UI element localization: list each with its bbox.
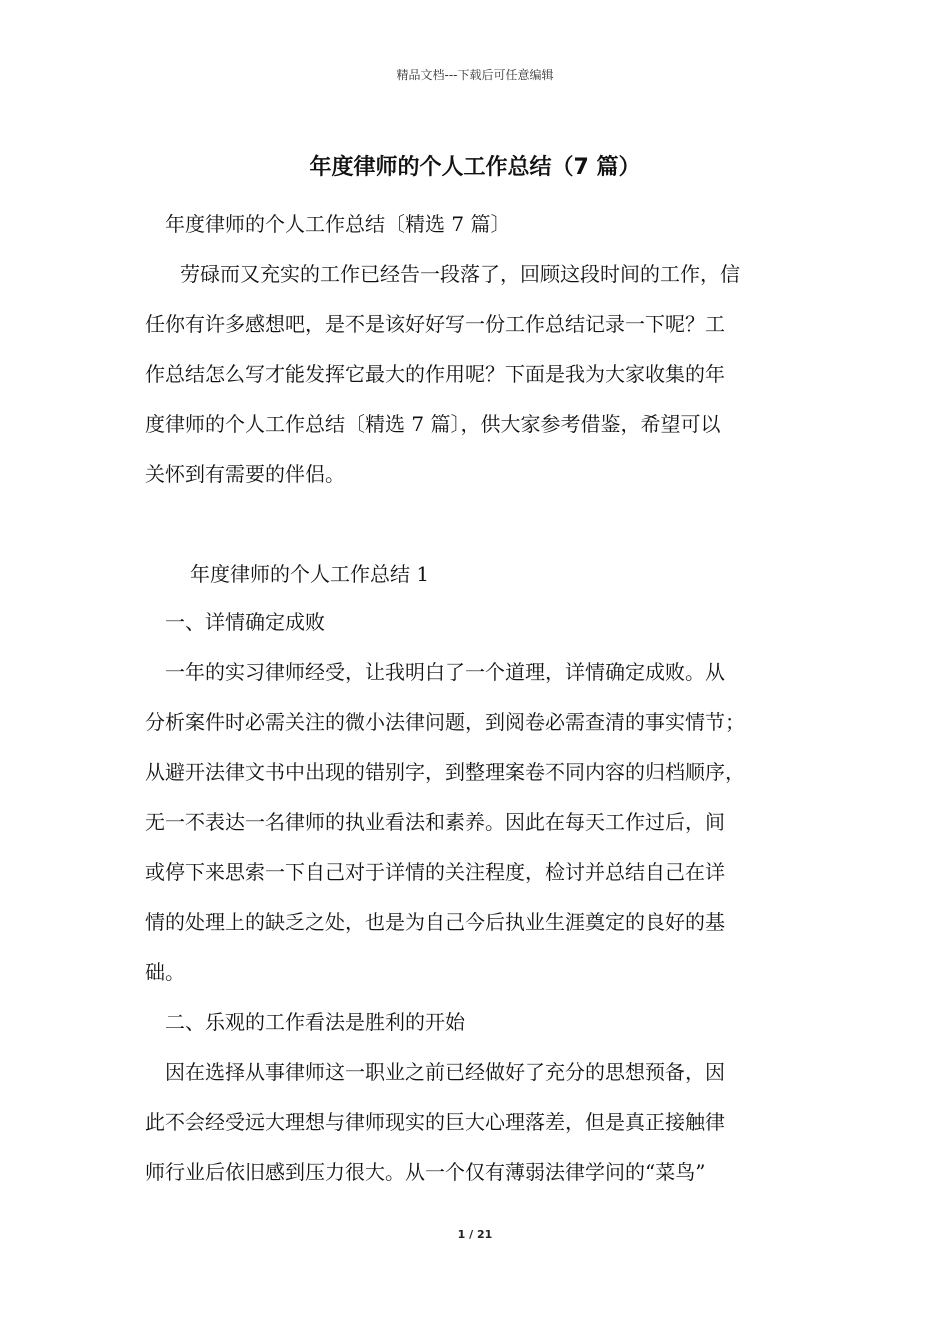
- intro-line-4: 度律师的个人工作总结〔精选 7 篇〕，供大家参考借鉴，希望可以: [145, 412, 721, 436]
- para-2-line-1: 因在选择从事律师这一职业之前已经做好了充分的思想预备，因: [165, 1060, 725, 1084]
- intro-line-3: 作总结怎么写才能发挥它最大的作用呢？下面是我为大家收集的年: [145, 362, 725, 386]
- heading-1: 一、详情确定成败: [165, 610, 325, 634]
- intro-line-1: 劳碌而又充实的工作已经告一段落了，回顾这段时间的工作，信: [180, 262, 740, 286]
- intro-line-5: 关怀到有需要的伴侣。: [145, 462, 345, 486]
- para-1-line-2: 分析案件时必需关注的微小法律问题，到阅卷必需查清的事实情节；: [145, 710, 745, 734]
- heading-2: 二、乐观的工作看法是胜利的开始: [165, 1010, 465, 1034]
- page-number: 1 / 21: [457, 1228, 493, 1241]
- subtitle: 年度律师的个人工作总结〔精选 7 篇〕: [165, 212, 511, 236]
- intro-line-2: 任你有许多感想吧，是不是该好好写一份工作总结记录一下呢？工: [145, 312, 725, 336]
- para-1-line-7: 础。: [145, 960, 185, 984]
- para-1-line-6: 情的处理上的缺乏之处，也是为自己今后执业生涯奠定的良好的基: [145, 910, 725, 934]
- para-1-line-4: 无一不表达一名律师的执业看法和素养。因此在每天工作过后，间: [145, 810, 725, 834]
- header-note: 精品文档---下载后可任意编辑: [396, 68, 554, 82]
- para-1-line-3: 从避开法律文书中出现的错别字，到整理案卷不同内容的归档顺序，: [145, 760, 745, 784]
- document-title: 年度律师的个人工作总结（7 篇）: [309, 155, 641, 180]
- para-2-line-3: 师行业后依旧感到压力很大。从一个仅有薄弱法律学问的“菜鸟”: [145, 1160, 706, 1184]
- para-2-line-2: 此不会经受远大理想与律师现实的巨大心理落差，但是真正接触律: [145, 1110, 725, 1134]
- para-1-line-5: 或停下来思索一下自己对于详情的关注程度，检讨并总结自己在详: [145, 860, 725, 884]
- section-1-title: 年度律师的个人工作总结 1: [190, 562, 430, 586]
- para-1-line-1: 一年的实习律师经受，让我明白了一个道理，详情确定成败。从: [165, 660, 725, 684]
